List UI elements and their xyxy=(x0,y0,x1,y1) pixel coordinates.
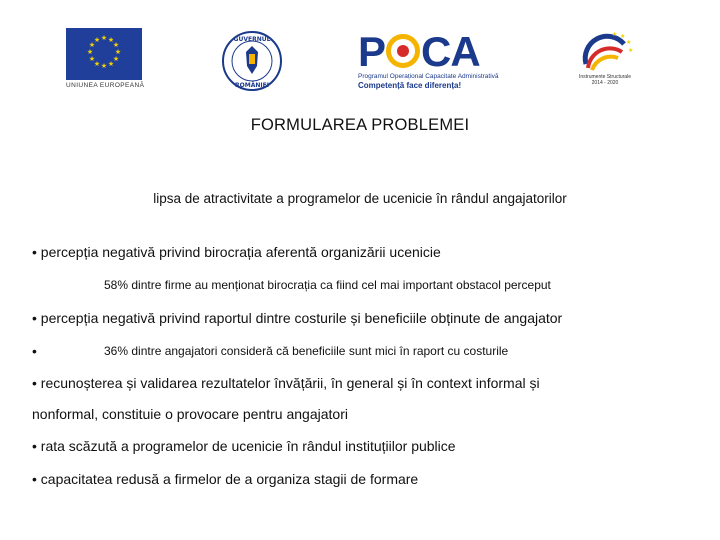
svg-text:★: ★ xyxy=(100,34,108,42)
bullet-marker: • xyxy=(32,343,37,359)
detail-birocratie: 58% dintre firme au menționat birocrația ca fiind cel mai important obstacol perceput xyxy=(104,278,551,292)
svg-text:★: ★ xyxy=(93,60,101,68)
svg-text:★: ★ xyxy=(88,55,96,63)
poca-slogan: Competență face diferența! xyxy=(358,81,462,90)
bullet-institutii-publice: • rata scăzută a programelor de ucenicie în rândul instituțiilor publice xyxy=(32,438,456,454)
guvern-seal xyxy=(221,30,283,92)
problem-statement: lipsa de atractivitate a programelor de ucenicie în rândul angajatorilor xyxy=(153,191,567,206)
eu-flag-icon xyxy=(66,28,142,80)
detail-costuri: 36% dintre angajatori consideră că beneficiile sunt mici în raport cu costurile xyxy=(104,344,509,358)
svg-text:★: ★ xyxy=(88,41,96,49)
instrumente-structurale-logo xyxy=(574,26,636,94)
poca-logo xyxy=(356,30,506,92)
eu-logo-text: UNIUNEA EUROPEANĂ xyxy=(66,82,145,89)
bullet-costuri-beneficii: • percepția negativă privind raportul dintre costurile și beneficiile obținute de angajator xyxy=(32,310,563,326)
svg-text:★: ★ xyxy=(612,31,618,38)
guvern-bottom-text: ROMÂNIEI xyxy=(235,82,269,89)
bullet-recunoastere-cont: nonformal, constituie o provocare pentru angajatori xyxy=(32,406,348,422)
instrumente-text: Instrumente Structurale 2014 - 2020 xyxy=(579,74,631,86)
page-title: FORMULAREA PROBLEMEI xyxy=(250,116,470,134)
svg-text:★: ★ xyxy=(114,48,122,56)
guvern-top-text: GUVERNUL xyxy=(233,36,271,43)
logo-bar xyxy=(0,0,720,100)
svg-text:★: ★ xyxy=(620,33,626,40)
svg-text:★: ★ xyxy=(112,55,120,63)
svg-text:★: ★ xyxy=(107,36,115,44)
bullet-recunoastere: • recunoșterea și validarea rezultatelor învățării, în general și în context informal și xyxy=(32,375,540,391)
svg-text:★: ★ xyxy=(100,62,108,70)
svg-text:★: ★ xyxy=(93,36,101,44)
svg-text:★: ★ xyxy=(626,39,632,46)
svg-text:★: ★ xyxy=(112,41,120,49)
svg-text:★: ★ xyxy=(86,48,94,56)
bullet-birocratie: • percepția negativă privind birocrația aferentă organizării ucenicie xyxy=(32,244,441,260)
poca-program-text: Programul Operațional Capacitate Administrativă xyxy=(358,73,499,80)
svg-text:★: ★ xyxy=(628,47,634,54)
poca-o-icon xyxy=(386,34,420,68)
svg-text:★: ★ xyxy=(107,60,115,68)
eu-logo xyxy=(66,28,144,89)
poca-wordmark: P CA xyxy=(358,28,480,75)
bullet-capacitate-firme: • capacitatea redusă a firmelor de a organiza stagii de formare xyxy=(32,471,419,487)
